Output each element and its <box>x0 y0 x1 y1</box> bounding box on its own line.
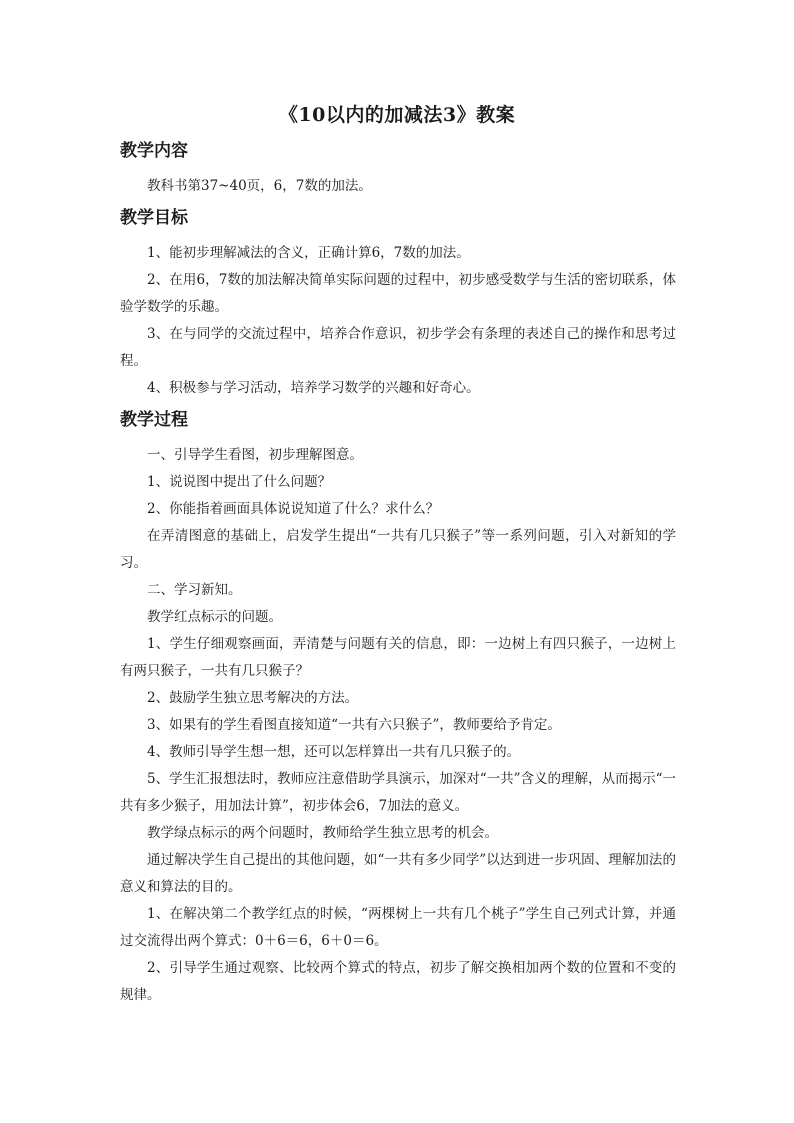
paragraph: 4、教师引导学生想一想，还可以怎样算出一共有几只猴子的。 <box>147 744 521 760</box>
paragraph: 2、引导学生通过观察、比较两个算式的特点，初步了解交换相加两个数的位置和不变的规律。 <box>120 960 676 1003</box>
document-title: 《10以内的加减法3》教案 <box>278 104 516 126</box>
paragraph: 1、能初步理解减法的含义，正确计算6，7数的加法。 <box>147 245 470 261</box>
paragraph: 1、在解决第二个教学红点的时候，“两棵树上一共有几个桃子”学生自己列式计算，并通过交流得出两个算式：0＋6＝6，6＋0＝6。 <box>120 906 676 949</box>
paragraph: 通过解决学生自己提出的其他问题，如“一共有多少同学”以达到进一步巩固、理解加法的意义和算法的目的。 <box>120 852 676 895</box>
paragraph: 2、鼓励学生独立思考解决的方法。 <box>147 690 359 706</box>
paragraph: 1、学生仔细观察画面，弄清楚与问题有关的信息，即：一边树上有四只猴子，一边树上有两只猴子，一共有几只猴子？ <box>120 636 676 679</box>
paragraph: 在弄清图意的基础上，启发学生提出“一共有几只猴子”等一系列问题，引入对新知的学习。 <box>120 528 676 571</box>
paragraph: 教学红点标示的问题。 <box>147 609 282 625</box>
paragraph: 2、在用6，7数的加法解决简单实际问题的过程中，初步感受数学与生活的密切联系，体验学数学的乐趣。 <box>120 272 676 315</box>
section-heading: 教学内容 <box>120 141 188 161</box>
paragraph: 4、积极参与学习活动，培养学习数学的兴趣和好奇心。 <box>147 380 480 396</box>
paragraph: 2、你能指着画面具体说说知道了什么？求什么？ <box>147 501 440 517</box>
paragraph: 3、在与同学的交流过程中，培养合作意识，初步学会有条理的表述自己的操作和思考过程。 <box>120 326 676 369</box>
section-teaching-content <box>120 139 676 200</box>
section-teaching-process <box>120 408 676 1009</box>
paragraph: 5、学生汇报想法时，教师应注意借助学具演示，加深对“一共”含义的理解，从而揭示“一共有多少猴子，用加法计算”，初步体会6，7加法的意义。 <box>120 771 676 814</box>
section-teaching-goals <box>120 206 676 402</box>
paragraph: 教科书第37~40页，6，7数的加法。 <box>147 178 372 194</box>
paragraph: 1、说说图中提出了什么问题？ <box>147 474 332 490</box>
section-heading: 教学过程 <box>120 410 188 430</box>
paragraph: 3、如果有的学生看图直接知道“一共有六只猴子”，教师要给予肯定。 <box>147 717 561 733</box>
paragraph: 教学绿点标示的两个问题时，教师给学生独立思考的机会。 <box>147 825 498 841</box>
section-heading: 教学目标 <box>120 208 188 228</box>
paragraph: 一、引导学生看图，初步理解图意。 <box>147 447 363 463</box>
paragraph: 二、学习新知。 <box>147 582 242 598</box>
document-body <box>120 137 676 1009</box>
